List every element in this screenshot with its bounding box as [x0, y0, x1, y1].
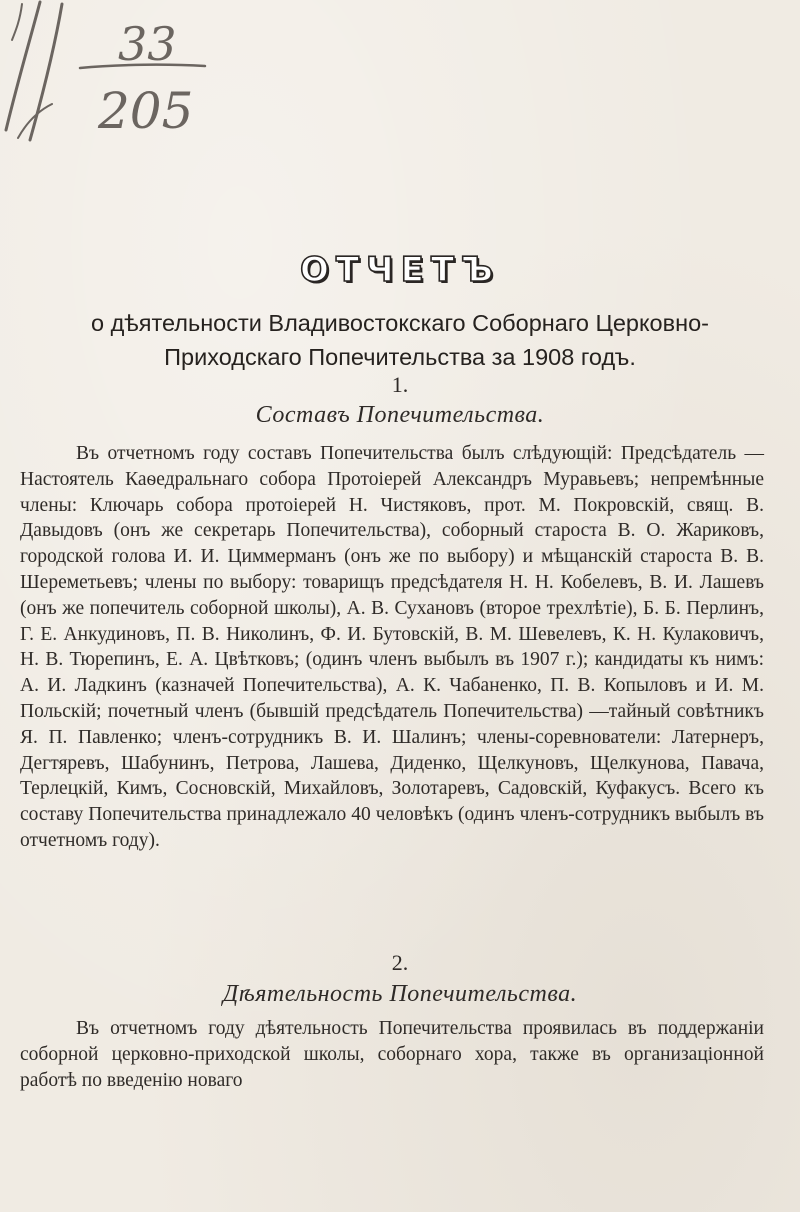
- document-title: ОТЧЕТЪ: [300, 250, 500, 290]
- section-1-text: Въ отчетномъ году составъ Попечительства былъ слѣдующій: Предсѣдатель — Настоятель Каѳедральнаго собора Протоіерей Александръ Муравьевъ; непремѣнные члены: Ключарь собора протоіерей Н. Чистяковъ, прот. М. Покровскій, свящ. В. Давыдовъ (онъ же секретарь Попечительства), соборный староста В. О. Жариковъ, городской голова И. И. Циммерманъ (онъ же по выбору) и мѣщанскій староста В. В. Шереметьевъ; члены по выбору: товарищъ предсѣдателя Н. Н. Кобелевъ, В. И. Лашевъ (онъ же попечитель соборной школы), А. В. Сухановъ (второе трехлѣтіе), Б. Б. Перлинъ, Г. Е. Анкудиновъ, П. В. Николинъ, Ф. И. Бутовскій, В. М. Шевелевъ, К. Н. Кулаковичъ, Н. В. Тюрепинъ, Е. А. Цвѣтковъ; (одинъ членъ выбылъ въ 1907 г.); кандидаты къ нимъ: А. И. Ладкинъ (казначей Попечительства), А. К. Чабаненко, П. В. Копыловъ и И. М. Польскій; почетный членъ (бывшій предсѣдатель Попечительства) —тайный совѣтникъ Я. П. Павленко; членъ-сотрудникъ В. И. Шалинъ; члены-соревнователи: Латернеръ, Дегтяревъ, Шабунинъ, Петрова, Лашева, Диденко, Щелкуновъ, Щелкунова, Павача, Терлецкій, Кимъ, Сосновскій, Михайловъ, Золотаревъ, Садовскій, Куфакусъ. Всего къ составу Попечительства принадлежало 40 человѣкъ (одинъ членъ-сотрудникъ выбылъ въ отчетномъ году).: [20, 443, 764, 851]
- section-1-title: Составъ Попечительства.: [255, 402, 545, 428]
- section-2-text: Въ отчетномъ году дѣятельность Попечительства проявилась въ поддержаніи соборной церковно-приходской школы, соборнаго хора, также въ организаціонной работѣ по введенію новаго: [20, 1018, 764, 1091]
- archive-mark-upper-number: 33: [118, 17, 177, 71]
- subtitle-line-1: о дѣятельности Владивостокскаго Соборнаго Церковно-: [91, 310, 709, 336]
- section-1-number: 1.: [391, 372, 409, 397]
- handwritten-numbers-drawing: [0, 0, 230, 150]
- archive-mark-lower-number: 205: [98, 82, 194, 140]
- archive-handwritten-mark: [0, 0, 230, 150]
- document-subtitle: [0, 306, 800, 374]
- section-2-number: 2.: [391, 950, 409, 975]
- section-2-title: Дѣятельность Попечительства.: [222, 981, 578, 1007]
- subtitle-line-2: Приходскаго Попечительства за 1908 годъ.: [164, 344, 636, 370]
